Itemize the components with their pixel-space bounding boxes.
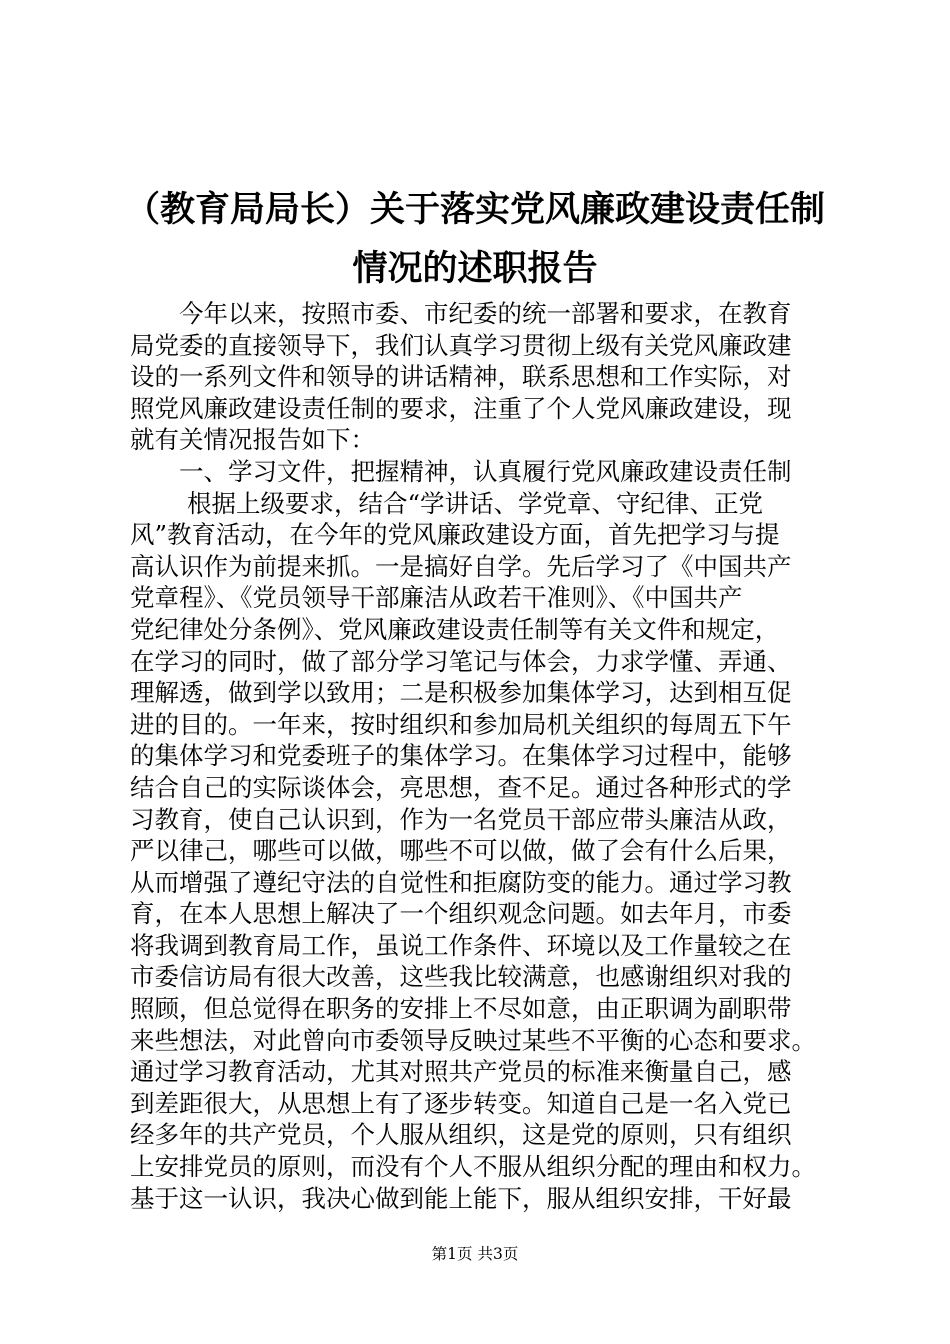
- body-line: 市委信访局有很大改善，这些我比较满意，也感谢组织对我的: [130, 962, 792, 992]
- page-number-footer: 第1页 共3页: [431, 1245, 519, 1263]
- body-line: 高认识作为前提来抓。一是搞好自学。先后学习了《中国共产: [130, 551, 792, 581]
- body-line: 就有关情况报告如下：: [130, 425, 375, 455]
- body-line: 育，在本人思想上解决了一个组织观念问题。如去年月，市委: [130, 899, 792, 929]
- body-line: 上安排党员的原则，而没有个人不服从组织分配的理由和权力。: [130, 1152, 816, 1182]
- body-line: 照党风廉政建设责任制的要求，注重了个人党风廉政建设，现: [130, 393, 792, 423]
- body-line: 从而增强了遵纪守法的自觉性和拒腐防变的能力。通过学习教: [130, 867, 792, 897]
- body-line: 根据上级要求，结合“学讲话、学党章、守纪律、正党: [187, 488, 764, 518]
- document-body: [130, 298, 860, 1214]
- body-line: 基于这一认识，我决心做到能上能下，服从组织安排，干好最: [130, 1183, 792, 1213]
- body-line: 的集体学习和党委班子的集体学习。在集体学习过程中，能够: [130, 741, 792, 771]
- body-line: 党纪律处分条例》、党风廉政建设责任制等有关文件和规定，: [130, 614, 780, 644]
- body-line: 党章程》、《党员领导干部廉洁从政若干准则》、《中国共产: [130, 583, 743, 613]
- section-heading: 一、学习文件，把握精神，认真履行党风廉政建设责任制: [179, 456, 792, 486]
- body-line: 照顾，但总觉得在职务的安排上不尽如意，由正职调为副职带: [130, 994, 792, 1024]
- body-line: 设的一系列文件和领导的讲话精神，联系思想和工作实际，对: [130, 362, 792, 392]
- body-line: 结合自己的实际谈体会，亮思想，查不足。通过各种形式的学: [130, 772, 792, 802]
- body-line: 习教育，使自己认识到，作为一名党员干部应带头廉洁从政，: [130, 804, 792, 834]
- body-line: 风”教育活动，在今年的党风廉政建设方面，首先把学习与提: [130, 520, 780, 550]
- body-line: 局党委的直接领导下，我们认真学习贯彻上级有关党风廉政建: [130, 330, 792, 360]
- body-line: 在学习的同时，做了部分学习笔记与体会，力求学懂、弄通、: [130, 646, 792, 676]
- body-line: 来些想法，对此曾向市委领导反映过某些不平衡的心态和要求。: [130, 1025, 816, 1055]
- body-line: 将我调到教育局工作，虽说工作条件、环境以及工作量较之在: [130, 930, 792, 960]
- body-line: 理解透，做到学以致用；二是积极参加集体学习，达到相互促: [130, 678, 792, 708]
- body-line: 今年以来，按照市委、市纪委的统一部署和要求，在教育: [179, 299, 792, 328]
- document-title-line-2: 情况的述职报告: [352, 249, 598, 289]
- document-title-line-1: （教育局局长）关于落实党风廉政建设责任制: [124, 190, 825, 230]
- body-line: 通过学习教育活动，尤其对照共产党员的标准来衡量自己，感: [130, 1057, 792, 1087]
- body-line: 经多年的共产党员，个人服从组织，这是党的原则，只有组织: [130, 1120, 792, 1150]
- body-line: 进的目的。一年来，按时组织和参加局机关组织的每周五下午: [130, 709, 792, 739]
- body-line: 严以律己，哪些可以做，哪些不可以做，做了会有什么后果，: [130, 836, 792, 866]
- body-line: 到差距很大，从思想上有了逐步转变。知道自己是一名入党已: [130, 1088, 792, 1118]
